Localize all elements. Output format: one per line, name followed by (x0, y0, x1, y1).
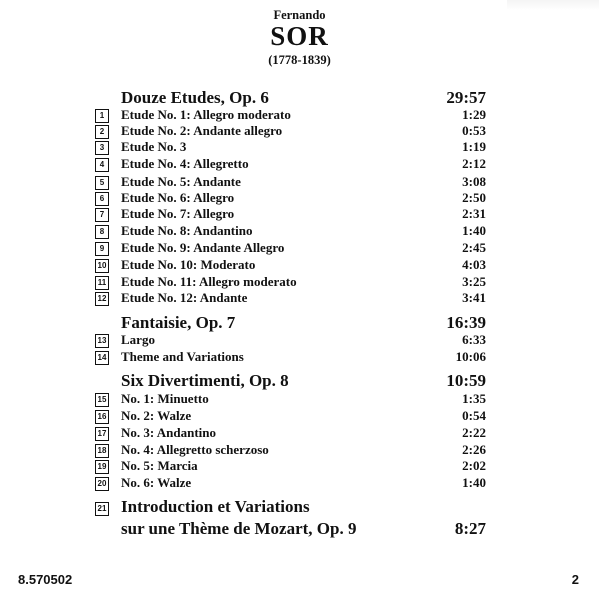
track-row (95, 257, 486, 273)
work-duration: 29:57 (446, 88, 486, 107)
work-title-line2: sur une Thème de Mozart, Op. 9 (121, 519, 357, 538)
page-number: 2 (571, 572, 579, 587)
track-number: 10 (95, 259, 109, 273)
track-number: 11 (95, 276, 109, 290)
track-number: 1 (95, 109, 109, 123)
track-title: Etude No. 12: Andante (121, 290, 248, 305)
track-title: No. 1: Minuetto (121, 391, 209, 406)
track-row (95, 240, 486, 256)
track-time: 3:25 (462, 274, 486, 289)
track-time: 1:40 (462, 475, 486, 490)
track-number: 16 (95, 410, 109, 424)
track-row (95, 408, 486, 424)
track-time: 2:26 (462, 442, 486, 457)
track-time: 2:02 (462, 458, 486, 473)
track-number: 21 (95, 502, 109, 516)
work-duration: 16:39 (446, 313, 486, 332)
work-title: Fantaisie, Op. 7 (121, 313, 236, 332)
track-number: 12 (95, 292, 109, 306)
track-number: 14 (95, 351, 109, 365)
track-number: 5 (95, 176, 109, 190)
work-title: Douze Etudes, Op. 6 (121, 88, 269, 107)
track-title: Etude No. 4: Allegretto (121, 156, 249, 171)
track-number: 6 (95, 192, 109, 206)
track-title: Etude No. 10: Moderato (121, 257, 256, 272)
track-row (95, 425, 486, 441)
track-time: 1:29 (462, 107, 486, 122)
track-title: No. 4: Allegretto scherzoso (121, 442, 269, 457)
track-number: 9 (95, 242, 109, 256)
track-time: 6:33 (462, 332, 486, 347)
track-row (95, 139, 486, 155)
track-row (95, 206, 486, 222)
track-title: Etude No. 1: Allegro moderato (121, 107, 291, 122)
catalog-number: 8.570502 (18, 572, 73, 587)
track-number: 17 (95, 427, 109, 441)
track-number: 2 (95, 125, 109, 139)
track-time: 0:53 (462, 123, 486, 138)
track-number: 4 (95, 158, 109, 172)
track-title: Etude No. 2: Andante allegro (121, 123, 283, 138)
track-title: Etude No. 3 (121, 139, 187, 154)
track-number: 18 (95, 444, 109, 458)
track-row (95, 442, 486, 458)
track-time: 4:03 (462, 257, 486, 272)
composer-first-name: Fernando (273, 8, 326, 22)
track-number: 7 (95, 208, 109, 222)
track-number: 15 (95, 393, 109, 407)
track-row (95, 174, 486, 190)
work-title-line1: Introduction et Variations (121, 497, 310, 516)
track-title: No. 6: Walze (121, 475, 192, 490)
track-time: 2:45 (462, 240, 486, 255)
track-row (95, 349, 486, 365)
track-time: 3:41 (462, 290, 486, 305)
track-row (95, 107, 486, 123)
track-title: Etude No. 11: Allegro moderato (121, 274, 297, 289)
track-title: Etude No. 6: Allegro (121, 190, 235, 205)
track-title: Etude No. 8: Andantino (121, 223, 253, 238)
track-title: Etude No. 9: Andante Allegro (121, 240, 285, 255)
track-row (95, 274, 486, 290)
track-row (95, 391, 486, 407)
track-row (95, 190, 486, 206)
track-row (95, 332, 486, 348)
composer-last-name: SOR (270, 21, 329, 51)
track-title: Largo (121, 332, 155, 347)
track-row (95, 290, 486, 306)
track-number: 13 (95, 334, 109, 348)
track-row (95, 123, 486, 139)
work-duration: 8:27 (454, 519, 486, 538)
track-row (95, 223, 486, 239)
track-time: 3:08 (462, 174, 486, 189)
track-title: Etude No. 7: Allegro (121, 206, 235, 221)
track-title: No. 2: Walze (121, 408, 192, 423)
track-number: 19 (95, 460, 109, 474)
track-row (95, 156, 486, 172)
track-number: 8 (95, 225, 109, 239)
track-time: 2:31 (462, 206, 486, 221)
track-title: No. 5: Marcia (121, 458, 198, 473)
track-time: 2:22 (462, 425, 486, 440)
track-row (95, 458, 486, 474)
track-time: 10:06 (455, 349, 486, 364)
track-time: 1:40 (462, 223, 486, 238)
track-number: 20 (95, 477, 109, 491)
track-time: 0:54 (462, 408, 486, 423)
work-title: Six Divertimenti, Op. 8 (121, 371, 289, 390)
track-time: 2:12 (462, 156, 486, 171)
work-duration: 10:59 (446, 371, 486, 390)
track-title: Etude No. 5: Andante (121, 174, 241, 189)
track-title: Theme and Variations (121, 349, 244, 364)
track-time: 1:19 (462, 139, 486, 154)
track-number: 3 (95, 141, 109, 155)
composer-dates: (1778-1839) (268, 53, 331, 67)
track-title: No. 3: Andantino (121, 425, 216, 440)
track-time: 1:35 (462, 391, 486, 406)
track-time: 2:50 (462, 190, 486, 205)
track-row (95, 475, 486, 491)
